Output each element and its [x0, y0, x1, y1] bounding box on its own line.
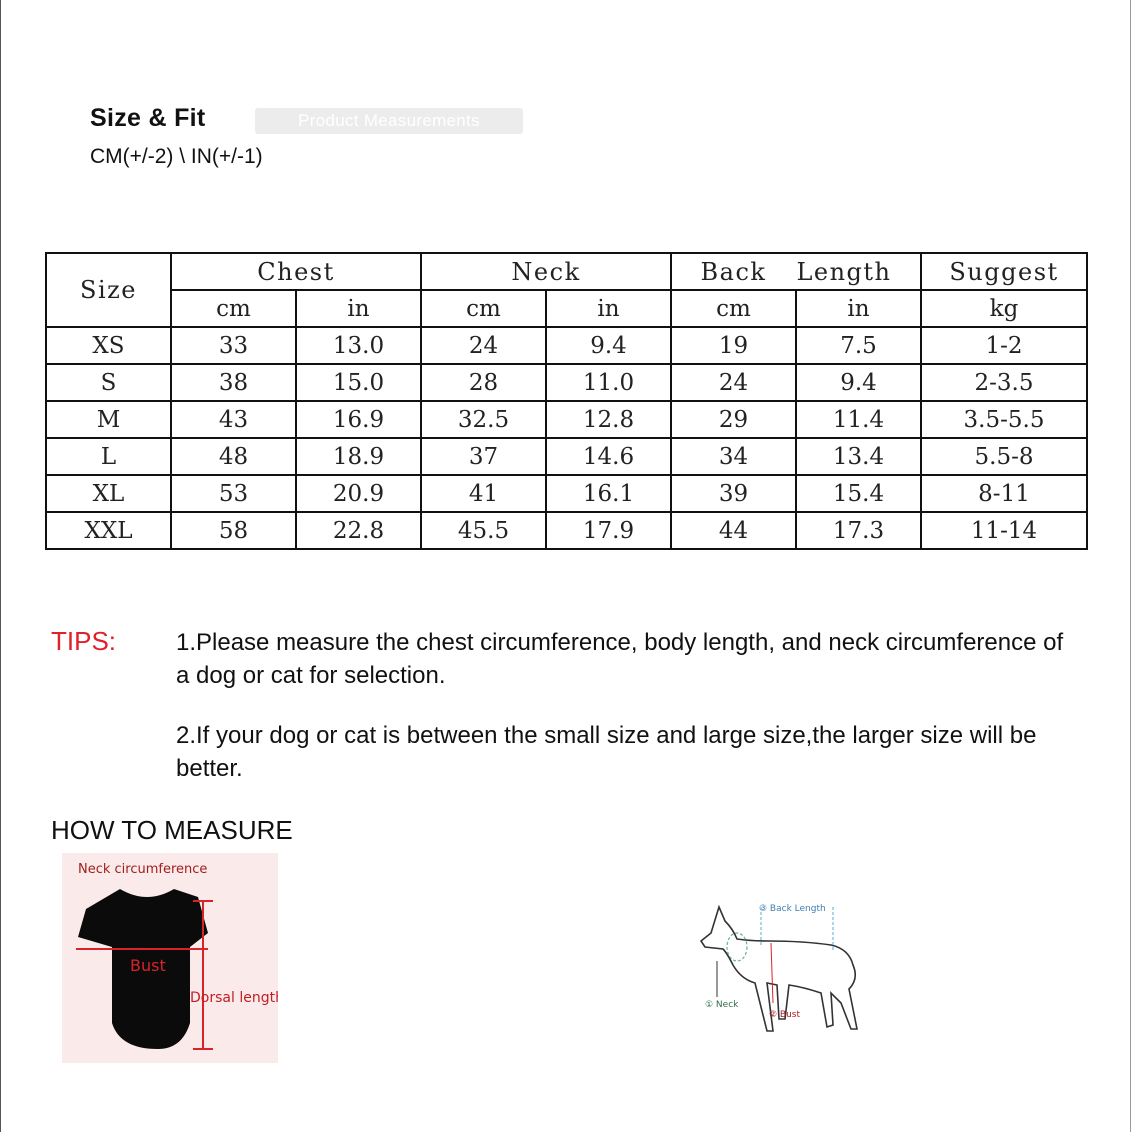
table-cell: 44 — [671, 512, 796, 549]
size-cell: S — [46, 364, 171, 401]
unit-header: cm — [171, 290, 296, 327]
table-cell: 41 — [421, 475, 546, 512]
table-cell: 38 — [171, 364, 296, 401]
table-cell: 16.1 — [546, 475, 671, 512]
bust-label: Bust — [130, 956, 166, 975]
bust-guide — [771, 943, 773, 1003]
chest-column-header: Chest — [171, 253, 421, 290]
tips-label: TIPS: — [51, 626, 117, 656]
dog-neck-label: ① Neck — [705, 1000, 739, 1010]
unit-header: in — [796, 290, 921, 327]
unit-header: cm — [421, 290, 546, 327]
table-cell: 11.4 — [796, 401, 921, 438]
table-cell: 15.0 — [296, 364, 421, 401]
length-label: Length — [796, 257, 892, 286]
table-cell: 5.5-8 — [921, 438, 1087, 475]
table-cell: 28 — [421, 364, 546, 401]
table-cell: 1-2 — [921, 327, 1087, 364]
table-cell: 14.6 — [546, 438, 671, 475]
table-cell: 22.8 — [296, 512, 421, 549]
table-cell: 13.0 — [296, 327, 421, 364]
table-cell: 17.9 — [546, 512, 671, 549]
size-cell: M — [46, 401, 171, 438]
table-cell: 15.4 — [796, 475, 921, 512]
table-header-row — [46, 253, 1087, 290]
size-chart-table — [45, 252, 1088, 550]
table-cell: 29 — [671, 401, 796, 438]
unit-header: cm — [671, 290, 796, 327]
table-cell: 48 — [171, 438, 296, 475]
table-cell: 43 — [171, 401, 296, 438]
table-cell: 7.5 — [796, 327, 921, 364]
table-cell: 11-14 — [921, 512, 1087, 549]
table-cell: 58 — [171, 512, 296, 549]
shirt-measure-diagram — [62, 853, 278, 1063]
dorsal-length-label: Dorsal length — [190, 990, 278, 1006]
table-cell: 18.9 — [296, 438, 421, 475]
how-to-measure-title: HOW TO MEASURE — [51, 815, 293, 845]
dog-diagram-svg — [693, 895, 873, 1040]
table-cell: 3.5-5.5 — [921, 401, 1087, 438]
size-cell: XS — [46, 327, 171, 364]
table-cell: 17.3 — [796, 512, 921, 549]
table-cell: 39 — [671, 475, 796, 512]
unit-header: in — [296, 290, 421, 327]
size-cell: XXL — [46, 512, 171, 549]
table-cell: 12.8 — [546, 401, 671, 438]
table-cell: 9.4 — [546, 327, 671, 364]
back-label: Back — [700, 257, 767, 286]
table-row — [46, 438, 1087, 475]
tip-2-text: 2.If your dog or cat is between the small size and large size,the larger size will be better. — [176, 722, 1037, 782]
product-measurements-badge: Product Measurements — [255, 108, 523, 134]
unit-header: in — [546, 290, 671, 327]
page-title: Size & Fit — [90, 104, 206, 132]
unit-header: kg — [921, 290, 1087, 327]
table-cell: 45.5 — [421, 512, 546, 549]
suggest-column-header: Suggest — [921, 253, 1087, 290]
back-length-label: ③ Back Length — [759, 904, 826, 914]
table-row — [46, 475, 1087, 512]
tip-1-text: 1.Please measure the chest circumference, body length, and neck circumference of a dog or cat for selection. — [176, 629, 1064, 689]
table-cell: 37 — [421, 438, 546, 475]
table-cell: 16.9 — [296, 401, 421, 438]
table-row — [46, 401, 1087, 438]
table-cell: 19 — [671, 327, 796, 364]
table-row — [46, 364, 1087, 401]
table-cell: 32.5 — [421, 401, 546, 438]
table-row — [46, 327, 1087, 364]
size-cell: XL — [46, 475, 171, 512]
table-cell: 24 — [421, 327, 546, 364]
dog-bust-label: ② Bust — [769, 1010, 801, 1020]
table-cell: 20.9 — [296, 475, 421, 512]
table-cell: 13.4 — [796, 438, 921, 475]
frame-border-left — [0, 0, 1, 1132]
frame-border-right — [1130, 0, 1131, 1132]
neck-column-header: Neck — [421, 253, 671, 290]
size-cell: L — [46, 438, 171, 475]
back-length-column-header — [671, 253, 921, 290]
table-cell: 11.0 — [546, 364, 671, 401]
table-cell: 34 — [671, 438, 796, 475]
table-cell: 9.4 — [796, 364, 921, 401]
table-cell: 53 — [171, 475, 296, 512]
tolerance-note: CM(+/-2) \ IN(+/-1) — [90, 145, 263, 168]
table-cell: 2-3.5 — [921, 364, 1087, 401]
table-cell: 24 — [671, 364, 796, 401]
shirt-diagram-svg — [62, 853, 278, 1063]
dog-measure-diagram — [693, 895, 873, 1040]
size-column-header: Size — [46, 253, 171, 327]
table-unit-row — [46, 290, 1087, 327]
neck-circumference-label: Neck circumference — [78, 862, 208, 877]
table-cell: 33 — [171, 327, 296, 364]
table-row — [46, 512, 1087, 549]
table-cell: 8-11 — [921, 475, 1087, 512]
